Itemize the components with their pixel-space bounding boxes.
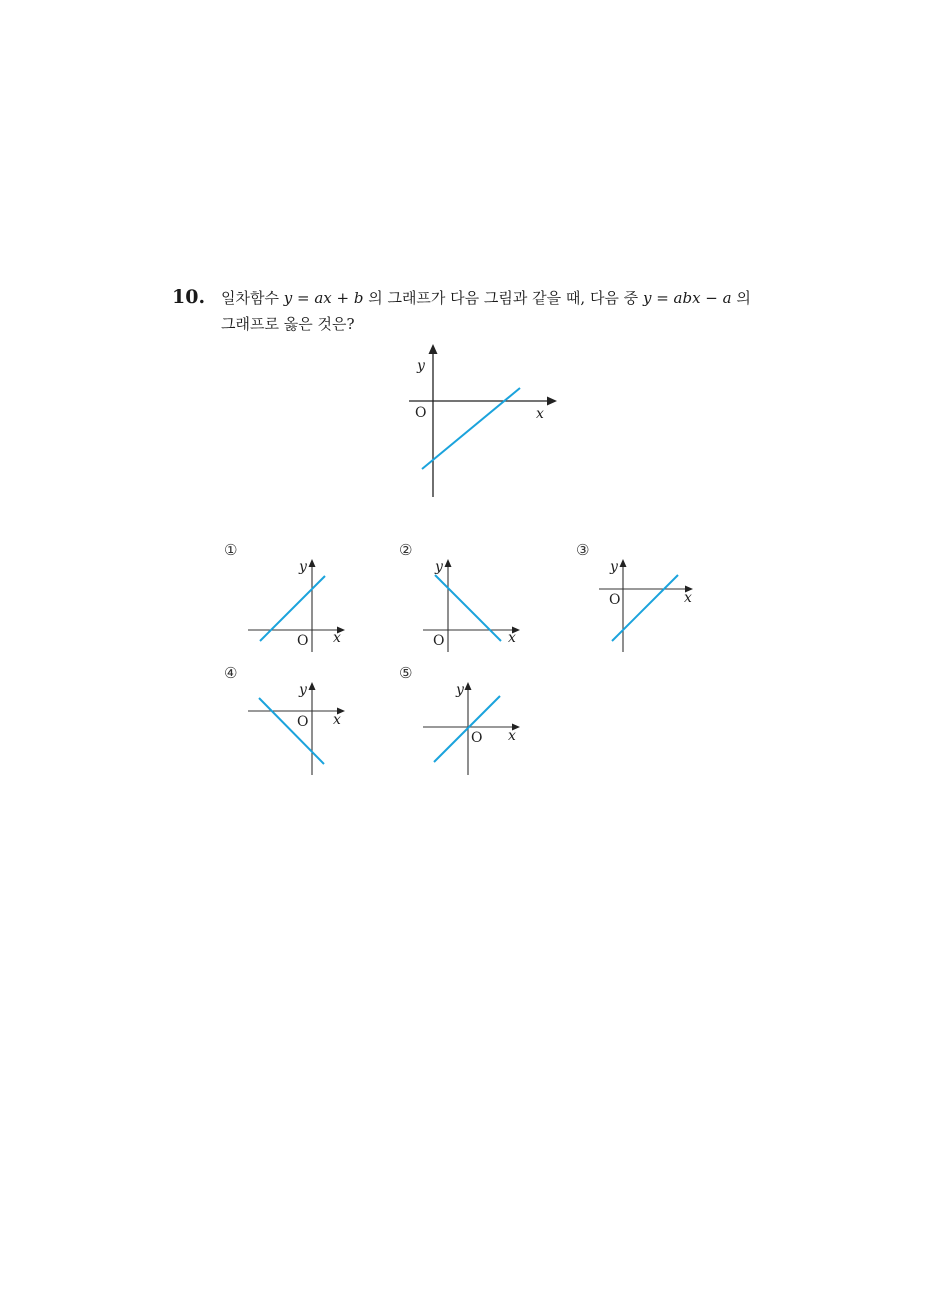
function-line bbox=[260, 576, 325, 641]
y-axis-label: y bbox=[456, 682, 464, 698]
function-line bbox=[612, 575, 678, 641]
function-line bbox=[434, 696, 500, 762]
x-axis-label: x bbox=[333, 630, 341, 646]
x-axis-label: x bbox=[333, 712, 341, 728]
origin-label: O bbox=[297, 633, 309, 649]
choice-4-graph[interactable] bbox=[240, 678, 355, 778]
question-number: 10. bbox=[172, 286, 206, 308]
origin-label: O bbox=[609, 592, 621, 608]
given-graph bbox=[400, 340, 570, 505]
x-axis-label: x bbox=[508, 728, 516, 744]
question-text-line2: 그래프로 옳은 것은? bbox=[221, 315, 355, 333]
x-axis-label: x bbox=[508, 630, 516, 646]
choice-4-mark[interactable]: ④ bbox=[224, 664, 238, 682]
question-text-part: 일차함수 bbox=[221, 289, 284, 307]
function-line bbox=[435, 575, 501, 641]
y-axis-label: y bbox=[435, 559, 443, 575]
choice-3-graph[interactable] bbox=[592, 555, 702, 655]
choice-3-mark[interactable]: ③ bbox=[576, 541, 590, 559]
x-axis-label: x bbox=[536, 406, 544, 422]
choice-1-graph[interactable] bbox=[240, 555, 355, 655]
y-axis-label: y bbox=[299, 682, 307, 698]
y-axis-arrow-icon bbox=[465, 682, 472, 690]
question-text-line1 bbox=[221, 288, 751, 308]
choice-5-graph[interactable] bbox=[415, 678, 530, 778]
choice-5-mark[interactable]: ⑤ bbox=[399, 664, 413, 682]
choice-2-graph[interactable] bbox=[415, 555, 530, 655]
x-axis-arrow-icon bbox=[547, 397, 557, 406]
y-axis-label: y bbox=[299, 559, 307, 575]
function-line bbox=[422, 388, 520, 469]
y-axis-arrow-icon bbox=[309, 559, 316, 567]
y-axis-arrow-icon bbox=[309, 682, 316, 690]
origin-label: O bbox=[297, 714, 309, 730]
y-axis-arrow-icon bbox=[620, 559, 627, 567]
choice-2-mark[interactable]: ② bbox=[399, 541, 413, 559]
y-axis-arrow-icon bbox=[429, 344, 438, 354]
x-axis-label: x bbox=[684, 590, 692, 606]
function-line bbox=[259, 698, 324, 764]
question-text-part: 의 bbox=[731, 289, 751, 307]
equation-given: y = ax + b bbox=[283, 289, 364, 307]
y-axis-label: y bbox=[610, 559, 618, 575]
equation-target: y = abx − a bbox=[642, 289, 732, 307]
y-axis-label: y bbox=[417, 358, 425, 374]
origin-label: O bbox=[471, 730, 483, 746]
origin-label: O bbox=[433, 633, 445, 649]
question-text-part: 의 그래프가 다음 그림과 같을 때, 다음 중 bbox=[363, 289, 643, 307]
y-axis-arrow-icon bbox=[445, 559, 452, 567]
origin-label: O bbox=[415, 405, 427, 421]
choice-1-mark[interactable]: ① bbox=[224, 541, 238, 559]
